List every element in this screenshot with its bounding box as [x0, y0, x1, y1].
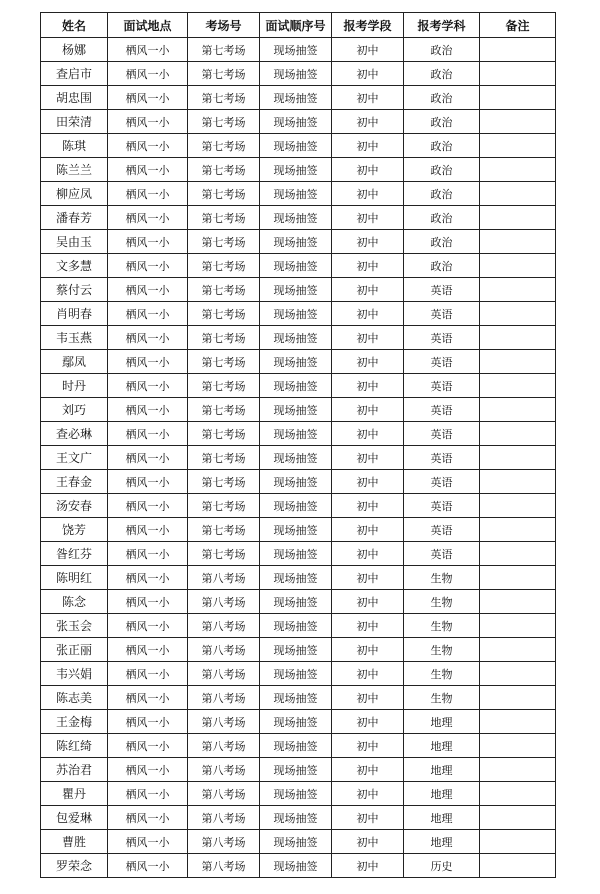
location-cell: 栖风一小 [108, 494, 188, 518]
name-cell: 陈琪 [41, 134, 108, 158]
location-cell: 栖风一小 [108, 590, 188, 614]
remarks-cell [480, 566, 556, 590]
remarks-cell [480, 206, 556, 230]
name-cell: 张正丽 [41, 638, 108, 662]
remarks-cell [480, 614, 556, 638]
location-cell: 栖风一小 [108, 158, 188, 182]
interview-roster-table [40, 12, 556, 878]
location-cell: 栖风一小 [108, 566, 188, 590]
name-cell: 韦兴娟 [41, 662, 108, 686]
table-row [41, 758, 556, 782]
stage-cell: 初中 [332, 590, 404, 614]
order-cell: 现场抽签 [260, 158, 332, 182]
table-row [41, 206, 556, 230]
stage-cell: 初中 [332, 110, 404, 134]
subject-cell: 政治 [404, 230, 480, 254]
remarks-cell [480, 350, 556, 374]
location-cell: 栖风一小 [108, 230, 188, 254]
table-row [41, 350, 556, 374]
table-row [41, 422, 556, 446]
table-row [41, 326, 556, 350]
stage-cell: 初中 [332, 494, 404, 518]
name-cell: 王春金 [41, 470, 108, 494]
room-cell: 第七考场 [188, 110, 260, 134]
order-cell: 现场抽签 [260, 638, 332, 662]
room-cell: 第八考场 [188, 734, 260, 758]
location-cell: 栖风一小 [108, 134, 188, 158]
table-row [41, 686, 556, 710]
remarks-cell [480, 254, 556, 278]
name-cell: 时丹 [41, 374, 108, 398]
location-cell: 栖风一小 [108, 734, 188, 758]
room-cell: 第七考场 [188, 230, 260, 254]
remarks-cell [480, 326, 556, 350]
remarks-cell [480, 710, 556, 734]
name-cell: 肖明春 [41, 302, 108, 326]
name-cell: 王金梅 [41, 710, 108, 734]
stage-cell: 初中 [332, 254, 404, 278]
subject-cell: 英语 [404, 446, 480, 470]
name-cell: 陈明红 [41, 566, 108, 590]
table-row [41, 518, 556, 542]
order-cell: 现场抽签 [260, 230, 332, 254]
name-cell: 张玉会 [41, 614, 108, 638]
table-row [41, 590, 556, 614]
subject-cell: 生物 [404, 590, 480, 614]
name-cell: 鄢凤 [41, 350, 108, 374]
order-cell: 现场抽签 [260, 422, 332, 446]
location-cell: 栖风一小 [108, 422, 188, 446]
order-cell: 现场抽签 [260, 542, 332, 566]
remarks-cell [480, 734, 556, 758]
stage-cell: 初中 [332, 206, 404, 230]
remarks-cell [480, 62, 556, 86]
subject-cell: 地理 [404, 734, 480, 758]
subject-cell: 政治 [404, 62, 480, 86]
location-cell: 栖风一小 [108, 686, 188, 710]
name-cell: 昝红芬 [41, 542, 108, 566]
order-cell: 现场抽签 [260, 182, 332, 206]
stage-cell: 初中 [332, 854, 404, 878]
location-cell: 栖风一小 [108, 38, 188, 62]
location-cell: 栖风一小 [108, 326, 188, 350]
order-cell: 现场抽签 [260, 806, 332, 830]
name-cell: 饶芳 [41, 518, 108, 542]
stage-cell: 初中 [332, 158, 404, 182]
subject-cell: 生物 [404, 566, 480, 590]
table-row [41, 446, 556, 470]
name-cell: 刘巧 [41, 398, 108, 422]
room-cell: 第七考场 [188, 422, 260, 446]
table-row [41, 86, 556, 110]
stage-cell: 初中 [332, 230, 404, 254]
location-cell: 栖风一小 [108, 758, 188, 782]
room-cell: 第八考场 [188, 806, 260, 830]
location-cell: 栖风一小 [108, 206, 188, 230]
stage-cell: 初中 [332, 38, 404, 62]
table-row [41, 38, 556, 62]
name-cell: 韦玉燕 [41, 326, 108, 350]
room-cell: 第七考场 [188, 254, 260, 278]
room-cell: 第七考场 [188, 38, 260, 62]
order-cell: 现场抽签 [260, 830, 332, 854]
room-cell: 第八考场 [188, 758, 260, 782]
stage-cell: 初中 [332, 326, 404, 350]
remarks-cell [480, 782, 556, 806]
remarks-cell [480, 542, 556, 566]
room-cell: 第八考场 [188, 854, 260, 878]
stage-cell: 初中 [332, 662, 404, 686]
order-cell: 现场抽签 [260, 782, 332, 806]
stage-cell: 初中 [332, 830, 404, 854]
room-cell: 第八考场 [188, 614, 260, 638]
order-cell: 现场抽签 [260, 854, 332, 878]
order-cell: 现场抽签 [260, 374, 332, 398]
subject-cell: 历史 [404, 854, 480, 878]
location-cell: 栖风一小 [108, 782, 188, 806]
header-stage: 报考学段 [332, 13, 404, 38]
subject-cell: 生物 [404, 662, 480, 686]
name-cell: 查必琳 [41, 422, 108, 446]
room-cell: 第七考场 [188, 86, 260, 110]
room-cell: 第七考场 [188, 350, 260, 374]
order-cell: 现场抽签 [260, 326, 332, 350]
table-row [41, 374, 556, 398]
name-cell: 苏治君 [41, 758, 108, 782]
stage-cell: 初中 [332, 614, 404, 638]
table-row [41, 134, 556, 158]
order-cell: 现场抽签 [260, 494, 332, 518]
stage-cell: 初中 [332, 710, 404, 734]
order-cell: 现场抽签 [260, 254, 332, 278]
order-cell: 现场抽签 [260, 590, 332, 614]
name-cell: 瞿丹 [41, 782, 108, 806]
name-cell: 查启市 [41, 62, 108, 86]
room-cell: 第八考场 [188, 662, 260, 686]
room-cell: 第七考场 [188, 158, 260, 182]
room-cell: 第八考场 [188, 686, 260, 710]
location-cell: 栖风一小 [108, 350, 188, 374]
location-cell: 栖风一小 [108, 254, 188, 278]
name-cell: 胡忠围 [41, 86, 108, 110]
subject-cell: 政治 [404, 86, 480, 110]
subject-cell: 政治 [404, 110, 480, 134]
order-cell: 现场抽签 [260, 710, 332, 734]
location-cell: 栖风一小 [108, 374, 188, 398]
subject-cell: 政治 [404, 206, 480, 230]
table-row [41, 230, 556, 254]
subject-cell: 地理 [404, 758, 480, 782]
order-cell: 现场抽签 [260, 302, 332, 326]
name-cell: 柳应凤 [41, 182, 108, 206]
location-cell: 栖风一小 [108, 278, 188, 302]
table-row [41, 566, 556, 590]
remarks-cell [480, 134, 556, 158]
remarks-cell [480, 758, 556, 782]
remarks-cell [480, 638, 556, 662]
subject-cell: 英语 [404, 494, 480, 518]
table-row [41, 782, 556, 806]
subject-cell: 生物 [404, 638, 480, 662]
table-row [41, 302, 556, 326]
stage-cell: 初中 [332, 86, 404, 110]
location-cell: 栖风一小 [108, 182, 188, 206]
remarks-cell [480, 374, 556, 398]
remarks-cell [480, 38, 556, 62]
remarks-cell [480, 446, 556, 470]
header-location: 面试地点 [108, 13, 188, 38]
stage-cell: 初中 [332, 182, 404, 206]
table-row [41, 254, 556, 278]
name-cell: 陈兰兰 [41, 158, 108, 182]
location-cell: 栖风一小 [108, 446, 188, 470]
table-body [41, 38, 556, 878]
location-cell: 栖风一小 [108, 398, 188, 422]
remarks-cell [480, 686, 556, 710]
subject-cell: 英语 [404, 518, 480, 542]
room-cell: 第八考场 [188, 590, 260, 614]
remarks-cell [480, 494, 556, 518]
subject-cell: 地理 [404, 782, 480, 806]
subject-cell: 英语 [404, 302, 480, 326]
room-cell: 第七考场 [188, 494, 260, 518]
subject-cell: 英语 [404, 542, 480, 566]
room-cell: 第七考场 [188, 134, 260, 158]
room-cell: 第八考场 [188, 638, 260, 662]
subject-cell: 英语 [404, 326, 480, 350]
table-row [41, 494, 556, 518]
order-cell: 现场抽签 [260, 734, 332, 758]
order-cell: 现场抽签 [260, 518, 332, 542]
stage-cell: 初中 [332, 470, 404, 494]
order-cell: 现场抽签 [260, 62, 332, 86]
location-cell: 栖风一小 [108, 830, 188, 854]
order-cell: 现场抽签 [260, 662, 332, 686]
name-cell: 吴由玉 [41, 230, 108, 254]
order-cell: 现场抽签 [260, 446, 332, 470]
room-cell: 第七考场 [188, 542, 260, 566]
subject-cell: 政治 [404, 254, 480, 278]
stage-cell: 初中 [332, 806, 404, 830]
order-cell: 现场抽签 [260, 398, 332, 422]
subject-cell: 政治 [404, 134, 480, 158]
stage-cell: 初中 [332, 350, 404, 374]
location-cell: 栖风一小 [108, 662, 188, 686]
header-row [41, 13, 556, 38]
subject-cell: 英语 [404, 470, 480, 494]
table-row [41, 830, 556, 854]
room-cell: 第七考场 [188, 62, 260, 86]
remarks-cell [480, 830, 556, 854]
name-cell: 蔡付云 [41, 278, 108, 302]
location-cell: 栖风一小 [108, 110, 188, 134]
location-cell: 栖风一小 [108, 86, 188, 110]
subject-cell: 英语 [404, 398, 480, 422]
header-remarks: 备注 [480, 13, 556, 38]
header-subject: 报考学科 [404, 13, 480, 38]
stage-cell: 初中 [332, 734, 404, 758]
remarks-cell [480, 230, 556, 254]
name-cell: 包爱琳 [41, 806, 108, 830]
room-cell: 第七考场 [188, 206, 260, 230]
order-cell: 现场抽签 [260, 110, 332, 134]
table-row [41, 62, 556, 86]
room-cell: 第八考场 [188, 710, 260, 734]
table-row [41, 470, 556, 494]
stage-cell: 初中 [332, 686, 404, 710]
location-cell: 栖风一小 [108, 470, 188, 494]
order-cell: 现场抽签 [260, 134, 332, 158]
remarks-cell [480, 398, 556, 422]
subject-cell: 地理 [404, 710, 480, 734]
table-row [41, 398, 556, 422]
room-cell: 第八考场 [188, 782, 260, 806]
order-cell: 现场抽签 [260, 278, 332, 302]
room-cell: 第七考场 [188, 470, 260, 494]
room-cell: 第七考场 [188, 182, 260, 206]
table-row [41, 638, 556, 662]
subject-cell: 地理 [404, 806, 480, 830]
location-cell: 栖风一小 [108, 614, 188, 638]
remarks-cell [480, 662, 556, 686]
location-cell: 栖风一小 [108, 854, 188, 878]
subject-cell: 政治 [404, 158, 480, 182]
remarks-cell [480, 518, 556, 542]
stage-cell: 初中 [332, 422, 404, 446]
table-row [41, 662, 556, 686]
remarks-cell [480, 86, 556, 110]
stage-cell: 初中 [332, 278, 404, 302]
remarks-cell [480, 158, 556, 182]
subject-cell: 英语 [404, 350, 480, 374]
order-cell: 现场抽签 [260, 614, 332, 638]
table-row [41, 542, 556, 566]
location-cell: 栖风一小 [108, 710, 188, 734]
stage-cell: 初中 [332, 62, 404, 86]
room-cell: 第七考场 [188, 518, 260, 542]
header-order: 面试顺序号 [260, 13, 332, 38]
order-cell: 现场抽签 [260, 470, 332, 494]
location-cell: 栖风一小 [108, 62, 188, 86]
location-cell: 栖风一小 [108, 302, 188, 326]
stage-cell: 初中 [332, 638, 404, 662]
subject-cell: 英语 [404, 422, 480, 446]
name-cell: 王文广 [41, 446, 108, 470]
table-row [41, 734, 556, 758]
stage-cell: 初中 [332, 374, 404, 398]
subject-cell: 政治 [404, 182, 480, 206]
name-cell: 田荣清 [41, 110, 108, 134]
name-cell: 罗荣念 [41, 854, 108, 878]
stage-cell: 初中 [332, 758, 404, 782]
order-cell: 现场抽签 [260, 758, 332, 782]
table-row [41, 278, 556, 302]
order-cell: 现场抽签 [260, 206, 332, 230]
subject-cell: 政治 [404, 38, 480, 62]
remarks-cell [480, 302, 556, 326]
remarks-cell [480, 110, 556, 134]
order-cell: 现场抽签 [260, 566, 332, 590]
room-cell: 第七考场 [188, 326, 260, 350]
order-cell: 现场抽签 [260, 686, 332, 710]
name-cell: 潘春芳 [41, 206, 108, 230]
remarks-cell [480, 470, 556, 494]
table-row [41, 110, 556, 134]
subject-cell: 地理 [404, 830, 480, 854]
remarks-cell [480, 806, 556, 830]
table-row [41, 710, 556, 734]
header-room: 考场号 [188, 13, 260, 38]
remarks-cell [480, 422, 556, 446]
name-cell: 陈念 [41, 590, 108, 614]
name-cell: 杨娜 [41, 38, 108, 62]
subject-cell: 生物 [404, 686, 480, 710]
remarks-cell [480, 590, 556, 614]
name-cell: 陈红绮 [41, 734, 108, 758]
stage-cell: 初中 [332, 542, 404, 566]
order-cell: 现场抽签 [260, 350, 332, 374]
subject-cell: 英语 [404, 374, 480, 398]
room-cell: 第七考场 [188, 446, 260, 470]
table-row [41, 182, 556, 206]
name-cell: 汤安春 [41, 494, 108, 518]
stage-cell: 初中 [332, 398, 404, 422]
table-row [41, 854, 556, 878]
name-cell: 曹胜 [41, 830, 108, 854]
name-cell: 陈志美 [41, 686, 108, 710]
name-cell: 文多慧 [41, 254, 108, 278]
room-cell: 第八考场 [188, 566, 260, 590]
location-cell: 栖风一小 [108, 542, 188, 566]
room-cell: 第七考场 [188, 278, 260, 302]
remarks-cell [480, 854, 556, 878]
subject-cell: 英语 [404, 278, 480, 302]
location-cell: 栖风一小 [108, 518, 188, 542]
header-name: 姓名 [41, 13, 108, 38]
room-cell: 第七考场 [188, 374, 260, 398]
room-cell: 第八考场 [188, 830, 260, 854]
location-cell: 栖风一小 [108, 806, 188, 830]
stage-cell: 初中 [332, 782, 404, 806]
stage-cell: 初中 [332, 134, 404, 158]
subject-cell: 生物 [404, 614, 480, 638]
remarks-cell [480, 278, 556, 302]
table-row [41, 614, 556, 638]
order-cell: 现场抽签 [260, 86, 332, 110]
room-cell: 第七考场 [188, 302, 260, 326]
stage-cell: 初中 [332, 566, 404, 590]
table-row [41, 806, 556, 830]
stage-cell: 初中 [332, 446, 404, 470]
order-cell: 现场抽签 [260, 38, 332, 62]
room-cell: 第七考场 [188, 398, 260, 422]
remarks-cell [480, 182, 556, 206]
stage-cell: 初中 [332, 518, 404, 542]
location-cell: 栖风一小 [108, 638, 188, 662]
stage-cell: 初中 [332, 302, 404, 326]
table-row [41, 158, 556, 182]
